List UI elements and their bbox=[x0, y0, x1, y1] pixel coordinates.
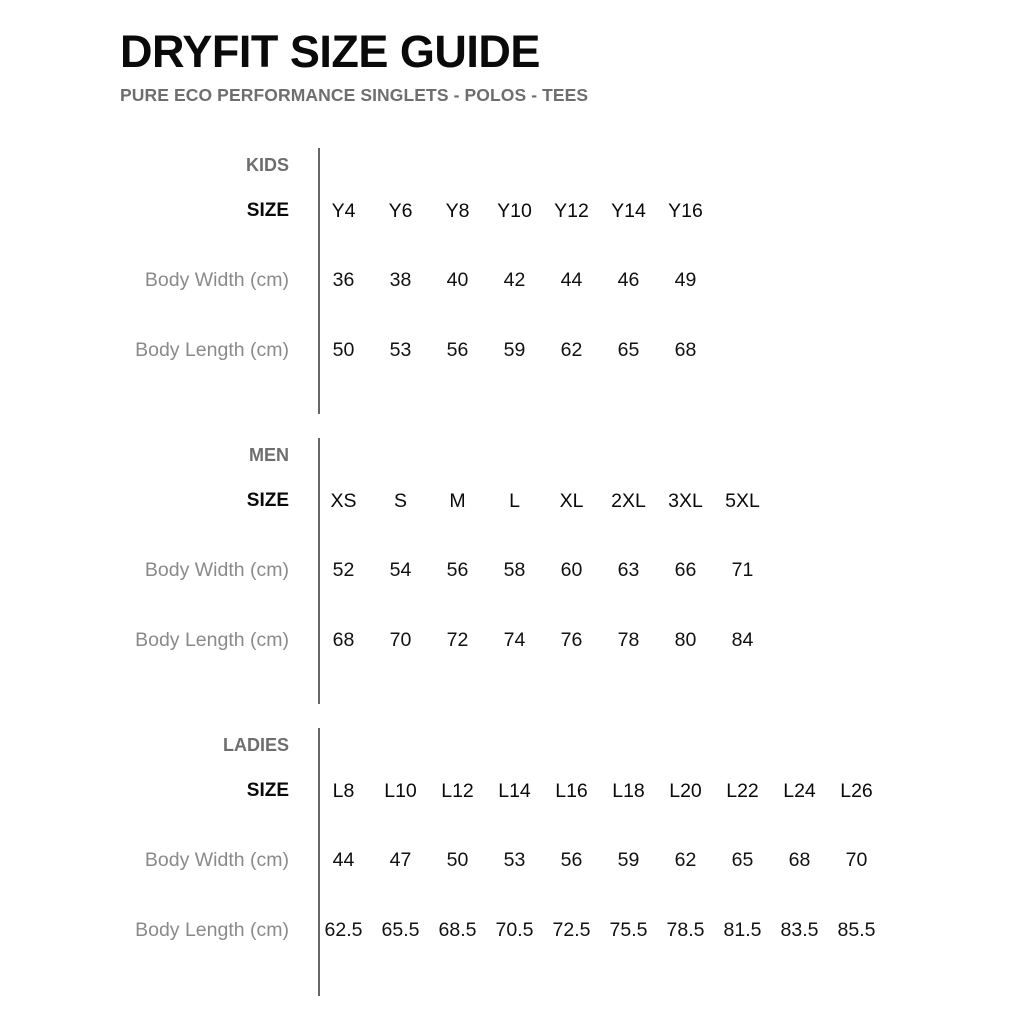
value-cell: 72.5 bbox=[552, 918, 591, 941]
body-width-row-kids bbox=[0, 265, 1024, 295]
size-cell: Y16 bbox=[668, 199, 703, 222]
value-cell: 53 bbox=[503, 848, 526, 871]
size-label-kids: SIZE bbox=[246, 200, 289, 221]
size-cell: XL bbox=[559, 489, 584, 512]
size-cell: L8 bbox=[332, 779, 355, 802]
body-width-cells-ladies bbox=[315, 849, 885, 872]
size-cell: XS bbox=[330, 489, 357, 512]
body-width-cells-men bbox=[315, 559, 771, 582]
size-cells-ladies bbox=[315, 780, 885, 803]
body-width-label-men: Body Width (cm) bbox=[144, 558, 289, 581]
size-cell: Y12 bbox=[554, 199, 589, 222]
value-cell: 72 bbox=[446, 628, 469, 651]
value-cell: 75.5 bbox=[609, 918, 648, 941]
body-width-label-ladies: Body Width (cm) bbox=[144, 848, 289, 871]
size-cell: 5XL bbox=[725, 489, 760, 512]
page-title: DRYFIT SIZE GUIDE bbox=[120, 26, 540, 77]
value-cell: 71 bbox=[731, 558, 754, 581]
group-row-kids bbox=[0, 150, 1024, 180]
size-cells-men bbox=[315, 490, 771, 513]
value-cell: 46 bbox=[617, 268, 640, 291]
size-cell: L bbox=[509, 489, 520, 512]
value-cell: 42 bbox=[503, 268, 526, 291]
size-cell: Y10 bbox=[497, 199, 532, 222]
size-header-row-kids bbox=[0, 196, 1024, 226]
value-cell: 78.5 bbox=[666, 918, 705, 941]
group-label-men: MEN bbox=[249, 444, 289, 465]
size-cell: Y14 bbox=[611, 199, 646, 222]
value-cell: 85.5 bbox=[837, 918, 876, 941]
value-cell: 52 bbox=[332, 558, 355, 581]
size-cells-kids bbox=[315, 200, 714, 223]
body-length-row-ladies bbox=[0, 915, 1024, 945]
size-cell: Y6 bbox=[388, 199, 413, 222]
value-cell: 62.5 bbox=[324, 918, 363, 941]
size-cell: L16 bbox=[555, 779, 588, 802]
size-cell: M bbox=[449, 489, 466, 512]
size-cell: L10 bbox=[384, 779, 417, 802]
size-cell: L20 bbox=[669, 779, 702, 802]
size-cell: L14 bbox=[498, 779, 531, 802]
value-cell: 60 bbox=[560, 558, 583, 581]
value-cell: 65 bbox=[731, 848, 754, 871]
body-width-row-ladies bbox=[0, 845, 1024, 875]
value-cell: 70.5 bbox=[495, 918, 534, 941]
value-cell: 83.5 bbox=[780, 918, 819, 941]
body-length-row-men bbox=[0, 625, 1024, 655]
body-width-cells-kids bbox=[315, 269, 714, 292]
size-cell: 3XL bbox=[668, 489, 703, 512]
group-label-kids: KIDS bbox=[245, 154, 289, 175]
value-cell: 59 bbox=[503, 338, 526, 361]
value-cell: 54 bbox=[389, 558, 412, 581]
value-cell: 76 bbox=[560, 628, 583, 651]
body-width-label-kids: Body Width (cm) bbox=[144, 268, 289, 291]
size-cell: L22 bbox=[726, 779, 759, 802]
body-length-row-kids bbox=[0, 335, 1024, 365]
size-cell: 2XL bbox=[611, 489, 646, 512]
size-cell: Y8 bbox=[445, 199, 470, 222]
value-cell: 68 bbox=[674, 338, 697, 361]
value-cell: 44 bbox=[332, 848, 355, 871]
value-cell: 68 bbox=[332, 628, 355, 651]
value-cell: 47 bbox=[389, 848, 412, 871]
value-cell: 58 bbox=[503, 558, 526, 581]
value-cell: 53 bbox=[389, 338, 412, 361]
size-header-row-men bbox=[0, 486, 1024, 516]
value-cell: 70 bbox=[845, 848, 868, 871]
value-cell: 44 bbox=[560, 268, 583, 291]
size-header-row-ladies bbox=[0, 776, 1024, 806]
value-cell: 40 bbox=[446, 268, 469, 291]
size-cell: L18 bbox=[612, 779, 645, 802]
value-cell: 63 bbox=[617, 558, 640, 581]
size-cell: L24 bbox=[783, 779, 816, 802]
value-cell: 70 bbox=[389, 628, 412, 651]
body-length-label-kids: Body Length (cm) bbox=[135, 338, 289, 361]
body-length-label-men: Body Length (cm) bbox=[135, 628, 289, 651]
value-cell: 56 bbox=[446, 558, 469, 581]
value-cell: 59 bbox=[617, 848, 640, 871]
body-length-label-ladies: Body Length (cm) bbox=[135, 918, 289, 941]
value-cell: 50 bbox=[446, 848, 469, 871]
size-cell: L12 bbox=[441, 779, 474, 802]
page-subtitle: PURE ECO PERFORMANCE SINGLETS - POLOS - TEES bbox=[120, 84, 589, 105]
value-cell: 66 bbox=[674, 558, 697, 581]
value-cell: 84 bbox=[731, 628, 754, 651]
size-label-men: SIZE bbox=[246, 490, 289, 511]
value-cell: 65.5 bbox=[381, 918, 420, 941]
value-cell: 56 bbox=[560, 848, 583, 871]
value-cell: 56 bbox=[446, 338, 469, 361]
group-label-ladies: LADIES bbox=[222, 734, 289, 755]
value-cell: 81.5 bbox=[723, 918, 762, 941]
size-label-ladies: SIZE bbox=[246, 780, 289, 801]
value-cell: 65 bbox=[617, 338, 640, 361]
value-cell: 36 bbox=[332, 268, 355, 291]
value-cell: 50 bbox=[332, 338, 355, 361]
body-width-row-men bbox=[0, 555, 1024, 585]
value-cell: 38 bbox=[389, 268, 412, 291]
value-cell: 68.5 bbox=[438, 918, 477, 941]
group-row-ladies bbox=[0, 730, 1024, 760]
value-cell: 74 bbox=[503, 628, 526, 651]
value-cell: 68 bbox=[788, 848, 811, 871]
size-cell: L26 bbox=[840, 779, 873, 802]
value-cell: 62 bbox=[674, 848, 697, 871]
size-cell: Y4 bbox=[331, 199, 356, 222]
size-cell: S bbox=[393, 489, 407, 512]
value-cell: 80 bbox=[674, 628, 697, 651]
value-cell: 78 bbox=[617, 628, 640, 651]
value-cell: 62 bbox=[560, 338, 583, 361]
group-row-men bbox=[0, 440, 1024, 470]
body-length-cells-ladies bbox=[315, 919, 885, 942]
body-length-cells-men bbox=[315, 629, 771, 652]
header bbox=[120, 28, 980, 106]
value-cell: 49 bbox=[674, 268, 697, 291]
body-length-cells-kids bbox=[315, 339, 714, 362]
